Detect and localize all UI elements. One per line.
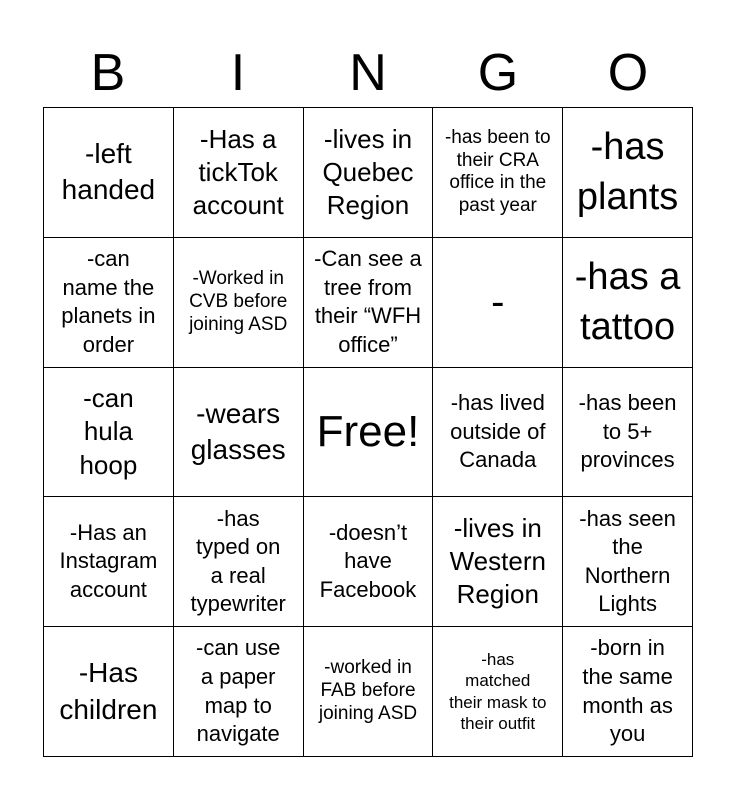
bingo-cell[interactable]: [304, 238, 434, 368]
bingo-cell[interactable]: [563, 108, 693, 238]
cell-text: -has been to 5+ provinces: [578, 390, 677, 473]
cell-text: -left handed: [61, 138, 156, 206]
bingo-cell[interactable]: [433, 627, 563, 757]
cell-text: -can hula hoop: [79, 383, 138, 480]
header-letter-n: N: [349, 44, 387, 102]
free-space-cell[interactable]: [304, 368, 434, 498]
bingo-cell[interactable]: [174, 108, 304, 238]
free-space-text: Free!: [316, 406, 420, 456]
cell-text: -Has an Instagram account: [59, 519, 158, 603]
bingo-cell[interactable]: [304, 497, 434, 627]
cell-text: -has lived outside of Canada: [450, 390, 546, 473]
bingo-cell[interactable]: [563, 627, 693, 757]
cell-text: -wears glasses: [190, 397, 286, 465]
header-letter-o: O: [607, 44, 649, 102]
cell-text: -has a tattoo: [574, 256, 681, 349]
cell-text: -Has children: [59, 657, 158, 725]
cell-text: -lives in Quebec Region: [322, 123, 414, 221]
header-letter-g: G: [477, 44, 519, 102]
bingo-cell[interactable]: [44, 238, 174, 368]
header-letter-b: B: [90, 44, 126, 102]
cell-text: -has been to their CRA office in the past year: [444, 126, 551, 217]
cell-text: -doesn’t have Facebook: [319, 519, 417, 603]
bingo-cell[interactable]: [304, 108, 434, 238]
bingo-cell[interactable]: [433, 497, 563, 627]
bingo-cell[interactable]: [44, 368, 174, 498]
bingo-cell[interactable]: [433, 108, 563, 238]
bingo-board: [43, 107, 693, 757]
cell-text: -Can see a tree from their “WFH office”: [314, 246, 422, 357]
bingo-cell[interactable]: [174, 627, 304, 757]
cell-text: -born in the same month as you: [582, 635, 673, 747]
cell-text: -: [491, 280, 505, 325]
cell-text: -Worked in CVB before joining ASD: [189, 268, 288, 335]
cell-text: -lives in Western Region: [449, 512, 546, 610]
bingo-cell[interactable]: [174, 497, 304, 627]
bingo-cell[interactable]: [563, 497, 693, 627]
header-letter-i: I: [230, 44, 246, 102]
bingo-cell[interactable]: [563, 368, 693, 498]
cell-text: -worked in FAB before joining ASD: [318, 657, 418, 724]
cell-text: -can use a paper map to navigate: [196, 635, 281, 747]
bingo-cell[interactable]: [433, 368, 563, 498]
bingo-cell[interactable]: [433, 238, 563, 368]
bingo-cell[interactable]: [44, 627, 174, 757]
bingo-cell[interactable]: [563, 238, 693, 368]
cell-text: -has seen the Northern Lights: [579, 505, 676, 617]
cell-text: -has typed on a real typewriter: [190, 505, 286, 617]
bingo-cell[interactable]: [44, 497, 174, 627]
cell-text: -has matched their mask to their outfit: [449, 650, 547, 733]
cell-text: -can name the planets in order: [61, 246, 156, 357]
cell-text: -Has a tickTok account: [192, 123, 284, 221]
cell-text: -has plants: [576, 126, 679, 219]
bingo-cell[interactable]: [44, 108, 174, 238]
bingo-header: [43, 42, 693, 104]
bingo-cell[interactable]: [174, 368, 304, 498]
bingo-cell[interactable]: [174, 238, 304, 368]
bingo-cell[interactable]: [304, 627, 434, 757]
